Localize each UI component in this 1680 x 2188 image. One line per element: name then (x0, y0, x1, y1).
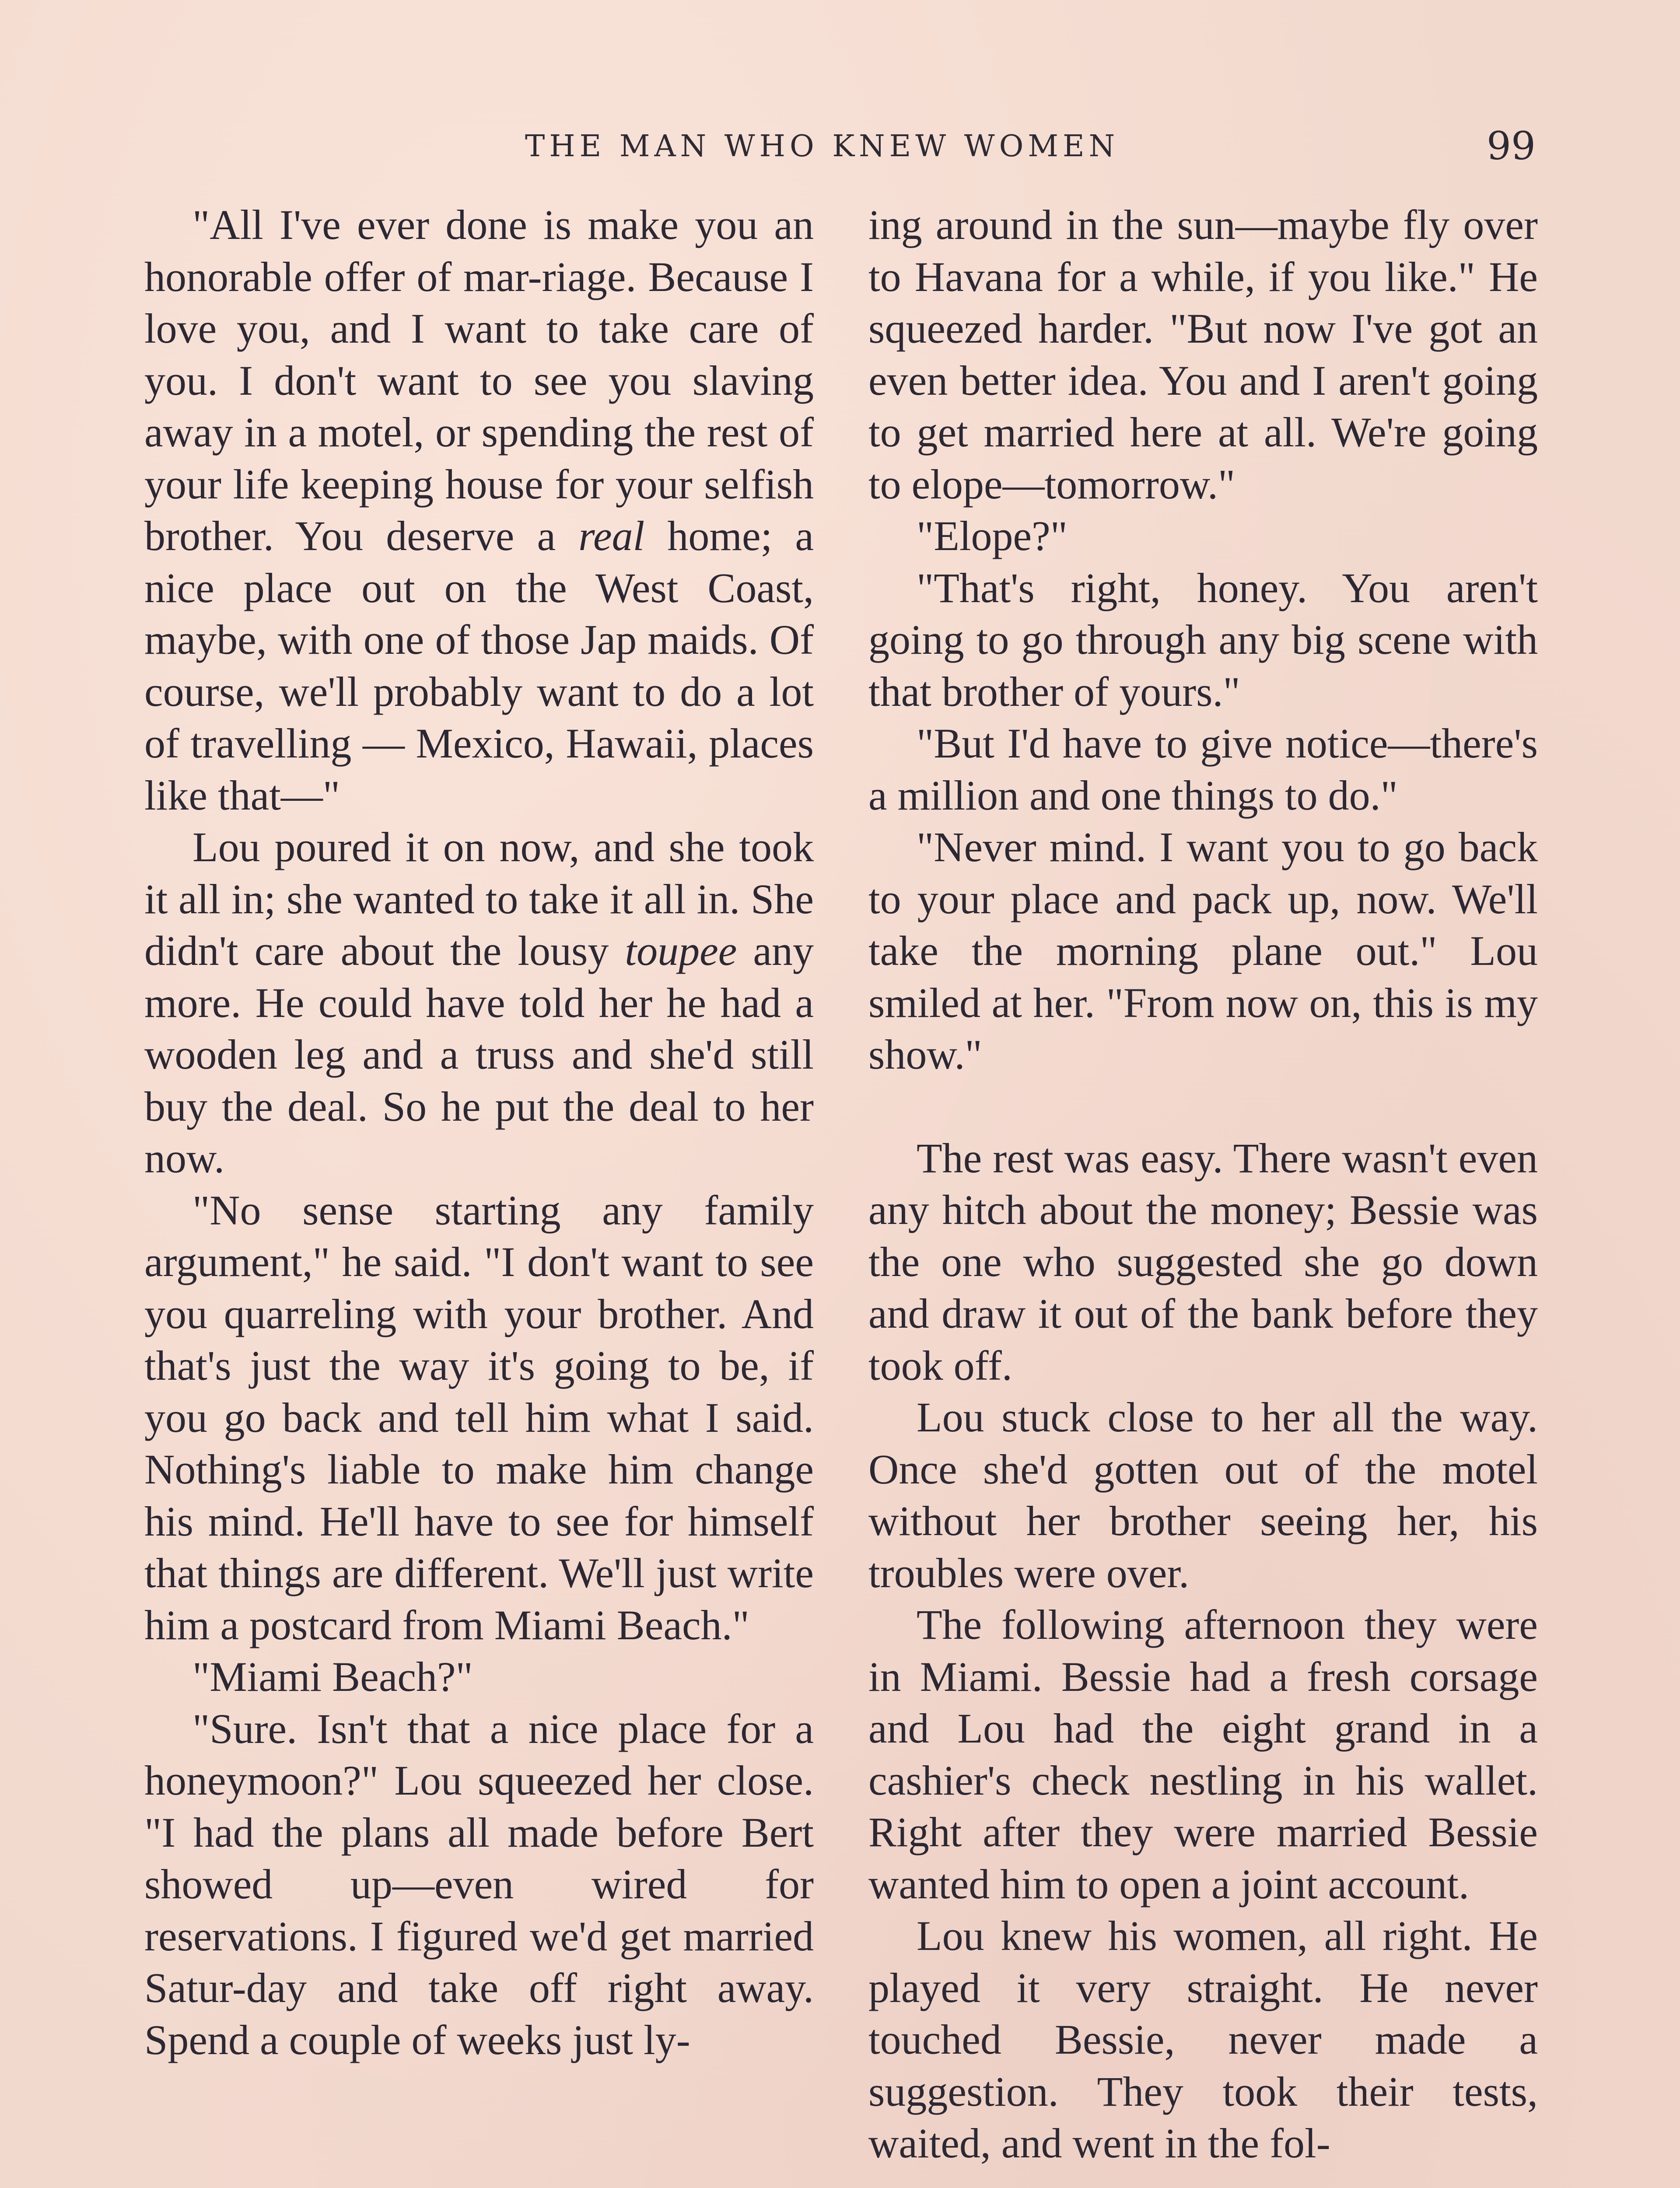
paragraph: ing around in the sun—maybe fly over to Havana for a while, if you like." He squeezed harder. "But now I've got an even better idea. You and I aren't going to get married here at all. We're going to elope—tomorrow." (868, 201, 1538, 508)
paragraph: The rest was easy. There wasn't even any hitch about the money; Bessie was the one who suggested she go down and draw it out of the bank before they took off. (868, 1134, 1538, 1389)
paragraph: "Miami Beach?" (192, 1653, 473, 1700)
paragraph: "But I'd have to give notice—there's a million and one things to do." (868, 720, 1538, 819)
right-text-column (868, 199, 1538, 2188)
paragraph: The following afternoon they were in Miami. Bessie had a fresh corsage and Lou had the eight grand in a cashier's check nestling in his wallet. Right after they were married Bessie wanted him to open a joint account. (868, 1601, 1538, 1907)
paragraph: "No sense starting any family argument," he said. "I don't want to see you quarreling with your brother. And that's just the way it's going to be, if you go back and tell him what I said. Nothing's liable to make him change his mind. He'll have to see for himself that things are different. We'll just write him a postcard from Miami Beach." (144, 1186, 814, 1648)
paragraph: Lou stuck close to her all the way. Once she'd gotten out of the motel without her brother seeing her, his troubles were over. (868, 1394, 1538, 1596)
paragraph: "Never mind. I want you to go back to your place and pack up, now. We'll take the morning plane out." Lou smiled at her. "From now on, this is my show." (868, 824, 1538, 1078)
paragraph: "All I've ever done is make you an honorable offer of mar-riage. Because I love you, and I want to take care of you. I don't want to see you slaving away in a motel, or spending the rest of your life keeping house for your selfish brother. You deserve a real home; a nice place out on the West Coast, maybe, with one of those Jap maids. Of course, we'll probably want to do a lot of travelling — Mexico, Hawaii, places like that—" (144, 201, 814, 819)
paragraph: Lou poured it on now, and she took it all in; she wanted to take it all in. She didn't care about the lousy toupee any more. He could have told her he had a wooden leg and a truss and she'd still buy the deal. So he put the deal to her now. (144, 824, 814, 1182)
paragraph: "That's right, honey. You aren't going to go through any big scene with that brother of yours." (868, 564, 1538, 715)
left-text-column (144, 199, 814, 2188)
paragraph: "Sure. Isn't that a nice place for a honeymoon?" Lou squeezed her close. "I had the plans all made before Bert showed up—even wired for reservations. I figured we'd get married Satur-day and take off right away. Spend a couple of weeks just ly- (144, 1705, 814, 2063)
running-title: THE MAN WHO KNEW WOMEN (525, 129, 1120, 164)
page-number: 99 (1487, 123, 1536, 168)
paragraph: Lou knew his women, all right. He played it very straight. He never touched Bessie, never made a suggestion. They took their tests, waited, and went in the fol- (868, 1912, 1538, 2167)
paragraph: "Elope?" (917, 512, 1068, 559)
